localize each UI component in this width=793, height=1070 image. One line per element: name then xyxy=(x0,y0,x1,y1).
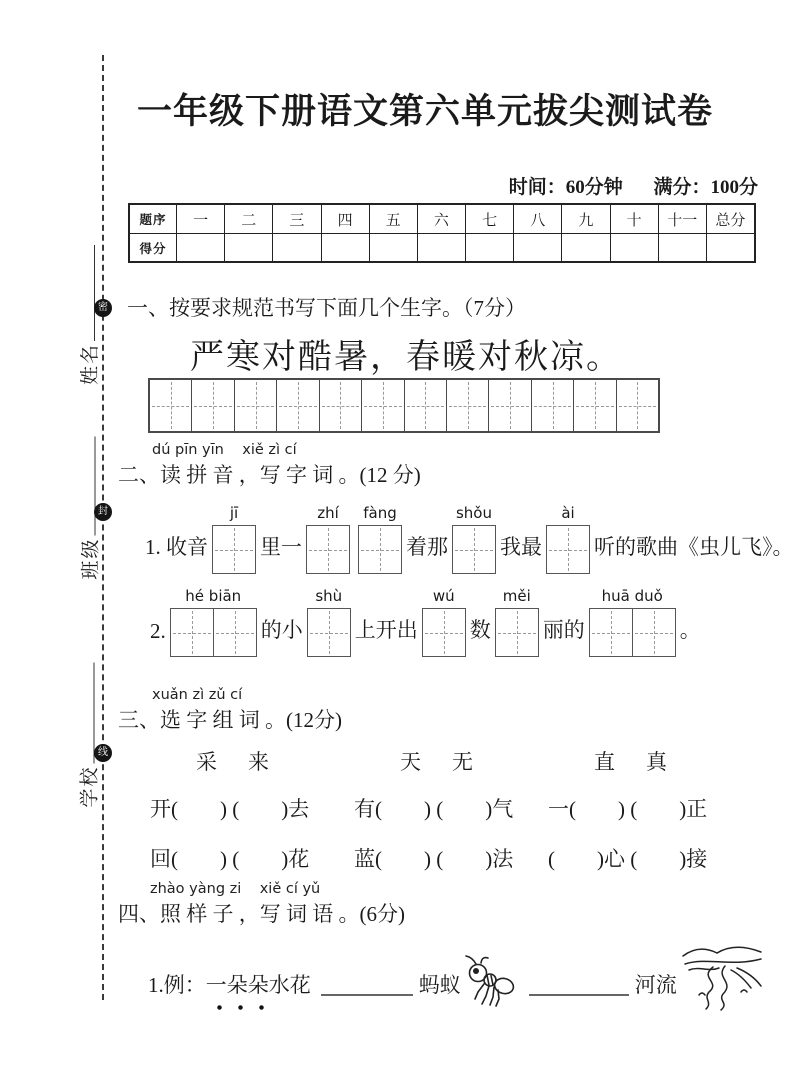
tian-cell xyxy=(213,609,256,656)
word-fill-line[interactable]: 蓝( ) ( )法 xyxy=(354,847,514,871)
tian-cell xyxy=(359,526,401,573)
pinyin-label: wú xyxy=(432,587,455,605)
pinyin-label: jī xyxy=(229,504,239,522)
question-number-cell: 五 xyxy=(369,205,417,233)
section-3-pinyin-hint: xuǎn zì zǔ cí xyxy=(152,687,243,703)
question-number-cell: 四 xyxy=(321,205,369,233)
writing-cell[interactable] xyxy=(405,380,447,431)
pinyin-label: fàng xyxy=(363,504,397,522)
pattern-example-row xyxy=(148,940,765,1012)
option-char: 来 xyxy=(248,750,269,774)
answer-box-unit xyxy=(306,503,350,574)
sentence-text: 上开出 xyxy=(354,618,418,642)
school-field-label: 学校 xyxy=(79,765,100,808)
answer-box-unit xyxy=(495,586,539,657)
question-number-cell: 九 xyxy=(561,205,609,233)
question-number-cell: 七 xyxy=(465,205,513,233)
question-order-header-cell: 题序 xyxy=(139,213,167,227)
word-fill-line[interactable]: 一( ) ( )正 xyxy=(548,797,708,821)
pinyin-label: shù xyxy=(315,587,343,605)
score-entry-cell[interactable] xyxy=(369,233,417,261)
answer-box-unit xyxy=(546,503,590,574)
seal-mark-feng: 封 xyxy=(94,503,112,521)
river-icon xyxy=(679,940,765,1012)
question-number-cell: 十 xyxy=(610,205,658,233)
pinyin-label: ài xyxy=(561,504,575,522)
score-entry-cell[interactable] xyxy=(610,233,658,261)
writing-cell[interactable] xyxy=(447,380,489,431)
word-fill-line[interactable]: 回( ) ( )花 xyxy=(150,847,310,871)
tian-cell xyxy=(213,526,255,573)
fill-sentence-2 xyxy=(150,586,701,657)
answer-blank-line[interactable] xyxy=(529,994,629,996)
question-number-cell: 八 xyxy=(513,205,561,233)
writing-cell[interactable] xyxy=(362,380,404,431)
answer-box[interactable] xyxy=(170,608,257,657)
seal-divider-line xyxy=(102,55,104,1000)
section-1-heading: 一、按要求规范书写下面几个生字。（7分） xyxy=(127,296,526,320)
exam-meta xyxy=(400,172,758,199)
ant-icon xyxy=(463,952,517,1010)
score-entry-cell[interactable] xyxy=(272,233,320,261)
pinyin-label: shǒu xyxy=(455,504,492,522)
score-header-cell: 得分 xyxy=(130,233,176,261)
school-field xyxy=(76,663,100,808)
question-number-cell: 二 xyxy=(224,205,272,233)
char-options xyxy=(150,746,354,793)
writing-cell[interactable] xyxy=(574,380,616,431)
answer-box[interactable] xyxy=(307,608,351,657)
pinyin-label: huā duǒ xyxy=(601,587,663,605)
writing-cell[interactable] xyxy=(235,380,277,431)
answer-box[interactable] xyxy=(212,525,256,574)
blank-word-label: 河流 xyxy=(634,973,677,997)
sentence-text: 里一 xyxy=(260,535,302,559)
score-entry-cell[interactable] xyxy=(321,233,369,261)
sentence-text: 我最 xyxy=(500,535,542,559)
score-entry-cell[interactable] xyxy=(417,233,465,261)
option-char: 真 xyxy=(646,750,667,774)
sentence-text: 丽的 xyxy=(542,618,585,642)
answer-box-unit xyxy=(170,586,257,657)
answer-box-unit xyxy=(452,503,496,574)
question-number-cell: 三 xyxy=(272,205,320,233)
writing-cell[interactable] xyxy=(617,380,658,431)
score-entry-cell[interactable] xyxy=(513,233,561,261)
sentence-text: 的小 xyxy=(260,618,303,642)
writing-cell[interactable] xyxy=(150,380,192,431)
writing-cell[interactable] xyxy=(277,380,319,431)
score-entry-cell[interactable] xyxy=(706,233,754,261)
option-char: 无 xyxy=(452,750,473,774)
copy-sentence: 严寒对酷暑，春暖对秋凉。 xyxy=(190,339,622,376)
score-entry-cell[interactable] xyxy=(176,233,224,261)
answer-box[interactable] xyxy=(589,608,676,657)
sentence-text: 着那 xyxy=(406,535,448,559)
choose-words-grid xyxy=(150,746,764,893)
word-fill-line[interactable]: 有( ) ( )气 xyxy=(354,797,514,821)
tian-cell xyxy=(423,609,465,656)
exam-time: 时间：60分钟 xyxy=(508,177,623,198)
answer-box[interactable] xyxy=(306,525,350,574)
section-2-heading: 二、读 拼 音 ，写 字 词 。(12 分) xyxy=(118,463,421,487)
fill-sentence-1 xyxy=(145,503,793,574)
answer-box-unit xyxy=(212,503,256,574)
class-field-line[interactable] xyxy=(95,437,96,536)
question-number-cell: 六 xyxy=(417,205,465,233)
question-number-cell: 一 xyxy=(176,205,224,233)
option-char: 直 xyxy=(594,750,615,774)
tian-cell xyxy=(453,526,495,573)
word-fill-line[interactable]: 开( ) ( )去 xyxy=(150,797,310,821)
sentence-text: 2. xyxy=(150,619,166,643)
writing-cell[interactable] xyxy=(532,380,574,431)
score-entry-cell[interactable] xyxy=(561,233,609,261)
section-2-pinyin-hint: dú pīn yīn xiě zì cí xyxy=(152,442,297,458)
answer-box[interactable] xyxy=(452,525,496,574)
score-entry-cell[interactable] xyxy=(465,233,513,261)
option-char: 采 xyxy=(196,750,217,774)
score-entry-cell[interactable] xyxy=(658,233,706,261)
tian-cell xyxy=(632,609,675,656)
writing-cell[interactable] xyxy=(192,380,234,431)
exam-full-score: 满分：100分 xyxy=(653,177,758,198)
char-options xyxy=(548,746,764,793)
question-number-cell: 总分 xyxy=(706,205,754,233)
tian-cell xyxy=(547,526,589,573)
option-char: 天 xyxy=(400,750,421,774)
answer-box[interactable] xyxy=(546,525,590,574)
example-prefix: 1.例： xyxy=(148,973,206,997)
page-title: 一年级下册语文第六单元拔尖测试卷 xyxy=(136,92,713,131)
tian-cell xyxy=(590,609,632,656)
example-emphasized-text: 一朵朵 xyxy=(206,969,269,1012)
pinyin-label: měi xyxy=(502,587,531,605)
char-options xyxy=(354,746,548,793)
tian-cell xyxy=(496,609,538,656)
answer-box-unit xyxy=(307,586,351,657)
answer-box[interactable] xyxy=(422,608,466,657)
tian-cell xyxy=(308,609,350,656)
word-fill-line[interactable]: ( )心 ( )接 xyxy=(548,847,708,871)
pinyin-label: zhí xyxy=(317,504,339,522)
section-4-pinyin-hint: zhào yàng zi xiě cí yǔ xyxy=(150,881,321,897)
answer-box-unit xyxy=(589,586,676,657)
seal-mark-mi: 密 xyxy=(94,299,112,317)
answer-box[interactable] xyxy=(358,525,402,574)
example-rest-text: 水花 xyxy=(268,973,311,997)
seal-mark-xian: 线 xyxy=(94,744,112,762)
writing-cell[interactable] xyxy=(489,380,531,431)
section-3-heading: 三、选 字 组 词 。(12分) xyxy=(118,708,342,732)
sentence-text: 听的歌曲《虫儿飞》。 xyxy=(594,535,793,559)
sentence-text: 1. 收音 xyxy=(145,535,208,559)
question-number-cell: 十一 xyxy=(658,205,706,233)
score-table xyxy=(128,203,756,263)
tian-cell xyxy=(171,609,213,656)
tian-cell xyxy=(307,526,349,573)
answer-box-unit xyxy=(358,503,402,574)
pinyin-label: hé biān xyxy=(185,587,242,605)
answer-box[interactable] xyxy=(495,608,539,657)
name-field-line[interactable] xyxy=(94,245,95,341)
section-4-heading: 四、照 样 子 ，写 词 语 。(6分) xyxy=(118,902,405,926)
writing-grid xyxy=(148,378,660,433)
sentence-text: 数 xyxy=(469,618,491,642)
answer-box-unit xyxy=(422,586,466,657)
answer-blank-line[interactable] xyxy=(321,994,413,996)
name-field-label: 姓名 xyxy=(79,342,101,385)
class-field-label: 班级 xyxy=(80,537,101,580)
sentence-text: 。 xyxy=(679,618,701,642)
writing-cell[interactable] xyxy=(320,380,362,431)
score-entry-cell[interactable] xyxy=(224,233,272,261)
blank-word-label: 蚂蚁 xyxy=(418,973,461,997)
